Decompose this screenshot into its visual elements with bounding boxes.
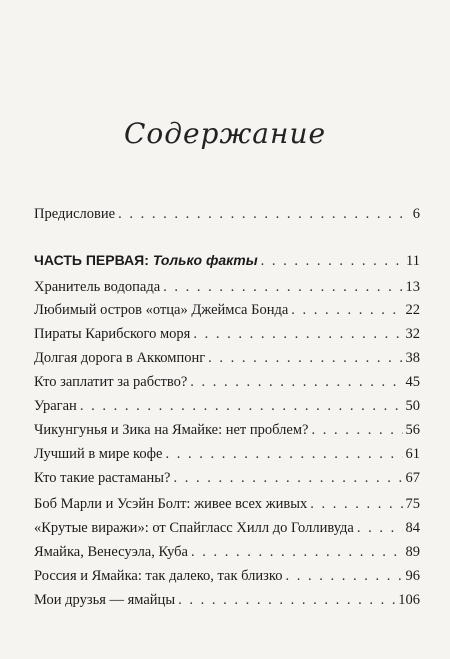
leader-dots: [178, 590, 395, 610]
toc-entry[interactable]: [34, 300, 420, 320]
leader-dots: [208, 348, 402, 368]
leader-dots: [118, 204, 410, 224]
entry-label: Лучший в мире кофе: [34, 446, 163, 462]
toc-entry[interactable]: [34, 590, 420, 610]
page-number: 22: [405, 302, 420, 318]
entry-label: Пираты Карибского моря: [34, 326, 191, 342]
page-number: 13: [405, 279, 420, 295]
entry-label: Хранитель водопада: [34, 279, 161, 295]
leader-dots: [311, 420, 402, 440]
leader-dots: [357, 518, 403, 538]
toc-entry[interactable]: [34, 396, 420, 416]
part-label: ЧАСТЬ ПЕРВАЯ:: [34, 252, 149, 268]
toc-entry[interactable]: [34, 324, 420, 344]
page-number: 61: [405, 446, 420, 462]
entry-label: Ураган: [34, 398, 77, 414]
page-number: 38: [405, 350, 420, 366]
toc-entry[interactable]: [34, 518, 420, 538]
entry-label: Мои друзья — ямайцы: [34, 592, 176, 608]
toc-entry[interactable]: [34, 420, 420, 440]
entry-label: Чикунгунья и Зика на Ямайке: нет проблем?: [34, 422, 309, 438]
leader-dots: [291, 300, 402, 320]
toc-entry-part-one[interactable]: [34, 250, 420, 270]
leader-dots: [163, 277, 402, 297]
leader-dots: [165, 444, 402, 464]
page-number: 50: [405, 398, 420, 414]
toc-entry[interactable]: [34, 566, 420, 586]
toc-entry-preface[interactable]: [34, 204, 420, 224]
toc-entry[interactable]: [34, 494, 420, 514]
toc-entry[interactable]: [34, 542, 420, 562]
page-number: 89: [405, 544, 420, 560]
entry-label: Предисловие: [34, 206, 116, 222]
entry-label: Кто заплатит за рабство?: [34, 374, 188, 390]
page-number: 6: [412, 206, 420, 222]
page-number: 45: [405, 374, 420, 390]
leader-dots: [191, 542, 403, 562]
toc-entry[interactable]: [34, 468, 420, 488]
page-number: 11: [406, 253, 420, 269]
toc-entry[interactable]: [34, 348, 420, 368]
page-number: 84: [405, 520, 420, 536]
leader-dots: [190, 372, 402, 392]
page-number: 75: [405, 496, 420, 512]
page-number: 32: [405, 326, 420, 342]
leader-dots: [310, 494, 402, 514]
page-number: 106: [398, 592, 420, 608]
leader-dots: [173, 468, 402, 488]
entry-label: Боб Марли и Усэйн Болт: живее всех живых: [34, 496, 308, 512]
leader-dots: [193, 324, 402, 344]
entry-label: Любимый остров «отца» Джеймса Бонда: [34, 302, 289, 318]
leader-dots: [261, 251, 403, 271]
entry-label: Россия и Ямайка: так далеко, так близко: [34, 568, 283, 584]
toc-entry[interactable]: [34, 372, 420, 392]
entry-label: Ямайка, Венесуэла, Куба: [34, 544, 188, 560]
page-number: 56: [405, 422, 420, 438]
entry-label: Долгая дорога в Аккомпонг: [34, 350, 206, 366]
part-subtitle: Только факты: [152, 252, 258, 268]
toc-title: Содержание: [123, 117, 327, 150]
page-number: 96: [405, 568, 420, 584]
toc-entry[interactable]: [34, 444, 420, 464]
leader-dots: [285, 566, 402, 586]
entry-label: Кто такие растаманы?: [34, 470, 171, 486]
toc-entry[interactable]: [34, 277, 420, 297]
leader-dots: [80, 396, 403, 416]
page-number: 67: [405, 470, 420, 486]
entry-label: «Крутые виражи»: от Спайгласс Хилл до Голливуда: [34, 520, 354, 536]
